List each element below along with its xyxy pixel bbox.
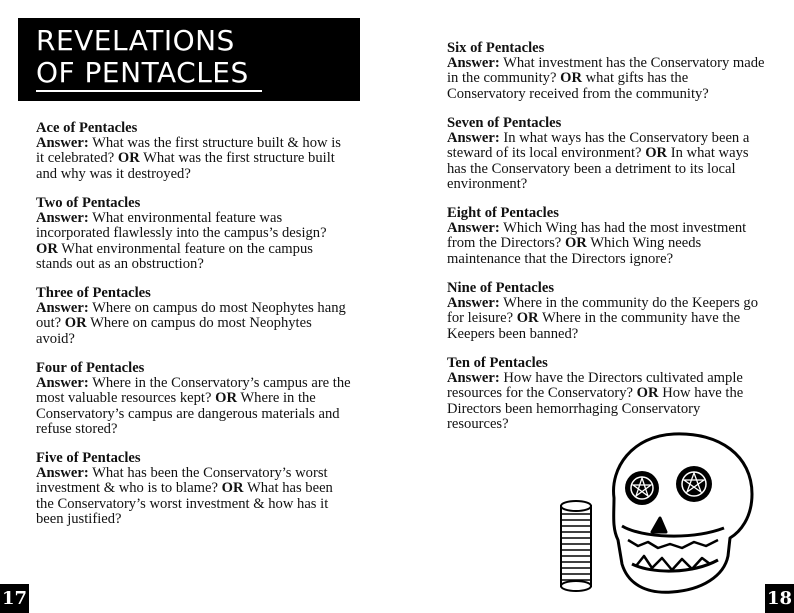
card-answer: Answer: Where in the community do the Keepers go for leisure? OR Where in the community have the Keepers been banned? xyxy=(447,295,758,342)
card-entry-ten xyxy=(447,356,765,432)
pentacle-eye-right-icon xyxy=(676,466,712,502)
card-title: Two of Pentacles xyxy=(36,195,141,211)
card-entry-nine xyxy=(447,281,765,342)
card-entry-two xyxy=(36,196,352,272)
title-banner xyxy=(18,18,360,101)
card-entry-five xyxy=(36,451,352,527)
card-title: Seven of Pentacles xyxy=(447,115,562,131)
skull-and-coins-illustration xyxy=(552,428,764,600)
card-title: Eight of Pentacles xyxy=(447,205,559,221)
card-answer: Answer: In what ways has the Conservatory been a steward of its local environment? OR In what ways has the Conservatory been a detriment to its local environment? xyxy=(447,130,750,192)
card-title: Four of Pentacles xyxy=(36,360,145,376)
title-underline xyxy=(36,90,262,92)
card-entry-six xyxy=(447,41,765,102)
page-title-line-2: OF PENTACLES xyxy=(36,56,249,89)
card-title: Three of Pentacles xyxy=(36,285,151,301)
card-entry-eight xyxy=(447,206,765,267)
card-title: Six of Pentacles xyxy=(447,40,545,56)
card-answer: Answer: What investment has the Conservatory made in the community? OR what gifts has the Conservatory received from the community? xyxy=(447,55,765,102)
card-answer: Answer: Where on campus do most Neophytes hang out? OR Where on campus do most Neophytes avoid? xyxy=(36,300,346,347)
card-title: Nine of Pentacles xyxy=(447,280,554,296)
skull-icon xyxy=(614,434,752,592)
card-answer: Answer: What has been the Conservatory’s worst investment & who is to blame? OR What has been the Conservatory’s worst investment & how has it been justified? xyxy=(36,465,333,527)
card-answer: Answer: Where in the Conservatory’s campus are the most valuable resources kept? OR Where in the Conservatory’s campus are dangerous materials and refuse stored? xyxy=(36,375,351,437)
card-answer: Answer: How have the Directors cultivated ample resources for the Conservatory? OR How have the Directors been hemorrhaging Conservatory resources? xyxy=(447,370,744,432)
page-title-line-1: REVELATIONS xyxy=(36,24,235,57)
card-entry-seven xyxy=(447,116,765,192)
card-title: Five of Pentacles xyxy=(36,450,141,466)
page-number-left: 17 xyxy=(0,584,29,613)
card-title: Ten of Pentacles xyxy=(447,355,548,371)
card-title: Ace of Pentacles xyxy=(36,120,138,136)
coin-stack-icon xyxy=(561,501,591,591)
card-entry-four xyxy=(36,361,352,437)
card-answer: Answer: Which Wing has had the most investment from the Directors? OR Which Wing needs maintenance that the Directors ignore? xyxy=(447,220,747,267)
card-answer: Answer: What environmental feature was incorporated flawlessly into the campus’s design? OR What environmental feature on the campus stands out as an obstruction? xyxy=(36,210,327,272)
card-entry-ace xyxy=(36,121,352,182)
card-answer: Answer: What was the first structure built & how is it celebrated? OR What was the first structure built and why was it destroyed? xyxy=(36,135,341,182)
pentacle-eye-left-icon xyxy=(625,471,659,505)
card-entry-three xyxy=(36,286,352,347)
page-number-right: 18 xyxy=(765,584,794,613)
